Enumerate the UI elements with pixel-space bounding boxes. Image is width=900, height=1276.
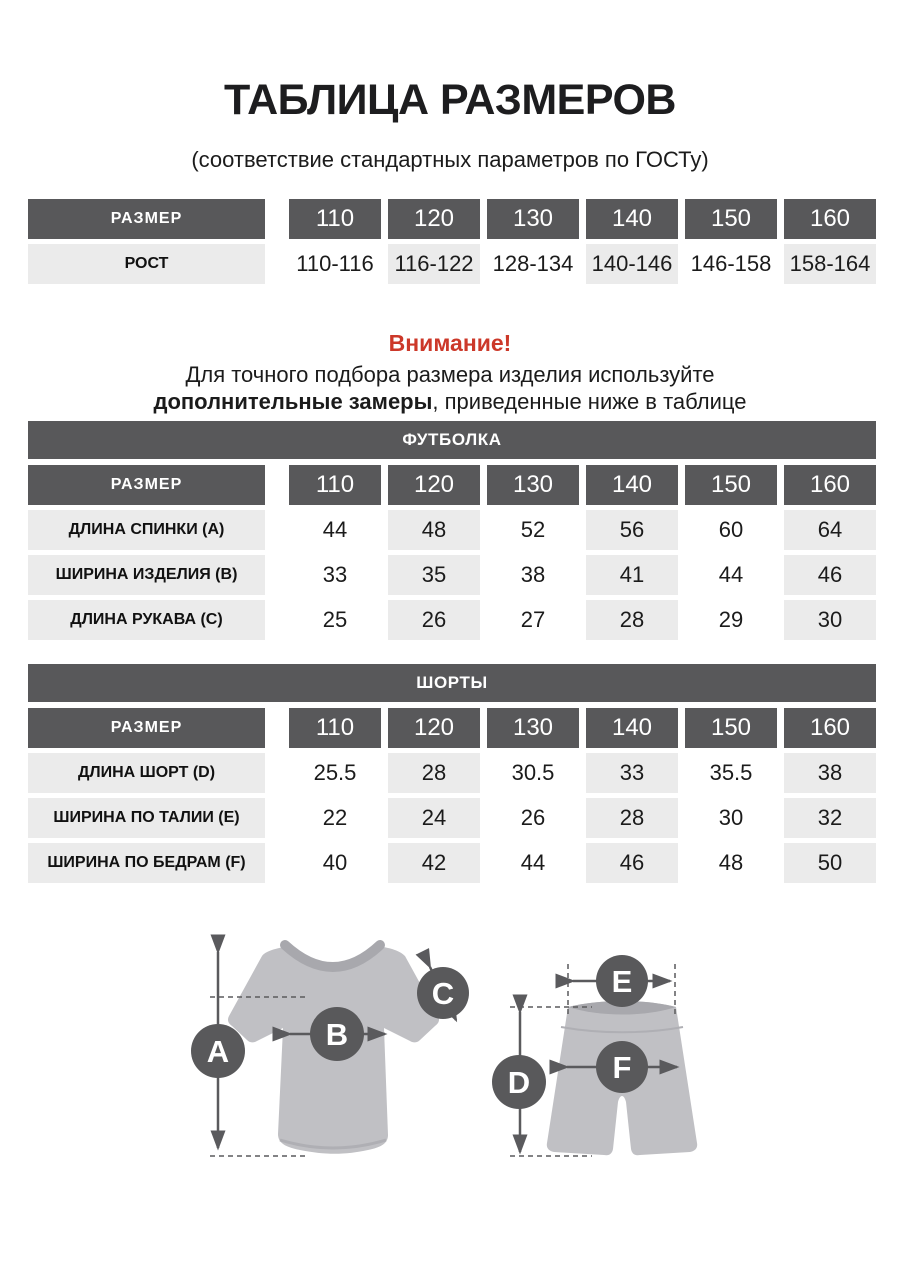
table-cell: 52 <box>520 517 546 542</box>
row-label: ДЛИНА ШОРТ (D) <box>28 753 265 793</box>
size-column-header: 130 <box>487 199 579 239</box>
table-cell: 25 <box>322 607 348 632</box>
attention-line-2 <box>0 388 900 415</box>
tshirt-table <box>28 421 876 640</box>
table-cell: 28 <box>586 798 678 838</box>
table-header-row <box>28 465 876 505</box>
table-cell: 30 <box>718 805 744 830</box>
attention-rest-text: , приведенные ниже в таблице <box>432 389 747 414</box>
size-column-header: 140 <box>586 708 678 748</box>
table-cell: 48 <box>388 510 480 550</box>
attention-title: Внимание! <box>388 330 512 356</box>
row-label: ДЛИНА РУКАВА (C) <box>28 600 265 640</box>
page-subtitle: (соответствие стандартных параметров по ГОСТу) <box>191 147 709 172</box>
row-label: ДЛИНА СПИНКИ (A) <box>28 510 265 550</box>
table-cell: 27 <box>520 607 546 632</box>
size-column-header: 140 <box>586 465 678 505</box>
table-cell: 24 <box>388 798 480 838</box>
measure-badge-f <box>596 1041 648 1093</box>
page-title: ТАБЛИЦА РАЗМЕРОВ <box>224 76 676 124</box>
size-column-header: 110 <box>289 199 381 239</box>
svg-text:F: F <box>612 1050 632 1085</box>
table-cell: 29 <box>718 607 744 632</box>
table-row-shorts-length <box>28 753 876 793</box>
measurement-diagram <box>0 919 900 1209</box>
table-cell: 44 <box>718 562 744 587</box>
table-cell: 116-122 <box>388 244 480 284</box>
row-label: ШИРИНА ИЗДЕЛИЯ (B) <box>28 555 265 595</box>
svg-text:B: B <box>325 1017 349 1052</box>
table-cell: 64 <box>784 510 876 550</box>
table-cell: 30.5 <box>511 760 555 785</box>
table-cell: 46 <box>784 555 876 595</box>
measure-badge-c <box>417 967 469 1019</box>
table-cell: 28 <box>388 753 480 793</box>
table-cell: 50 <box>784 843 876 883</box>
size-column-header: 110 <box>289 465 381 505</box>
size-column-header: 120 <box>388 708 480 748</box>
size-column-header: 120 <box>388 465 480 505</box>
size-column-header: 160 <box>784 708 876 748</box>
table-cell: 56 <box>586 510 678 550</box>
size-column-header: 160 <box>784 465 876 505</box>
attention-bold-text: дополнительные замеры <box>153 389 433 414</box>
table-cell: 33 <box>586 753 678 793</box>
table-row-sleeve-length <box>28 600 876 640</box>
measure-badge-a <box>191 1024 245 1078</box>
svg-text:E: E <box>611 964 633 999</box>
table-cell: 46 <box>586 843 678 883</box>
table-row-back-length <box>28 510 876 550</box>
table-cell: 40 <box>322 850 348 875</box>
table-cell: 26 <box>388 600 480 640</box>
table-cell: 48 <box>718 850 744 875</box>
row-label: РОСТ <box>28 244 265 284</box>
size-header-label: РАЗМЕР <box>28 199 265 239</box>
table-cell: 140-146 <box>586 244 678 284</box>
table-cell: 26 <box>520 805 546 830</box>
attention-note <box>0 330 900 415</box>
table-row-waist-width <box>28 798 876 838</box>
svg-text:D: D <box>507 1065 531 1100</box>
table-cell: 158-164 <box>784 244 876 284</box>
shorts-table <box>28 664 876 883</box>
table-cell: 110-116 <box>296 251 374 276</box>
size-column-header: 120 <box>388 199 480 239</box>
table-cell: 25.5 <box>313 760 357 785</box>
measure-badge-b <box>310 1007 364 1061</box>
size-column-header: 150 <box>685 465 777 505</box>
gost-size-table <box>28 199 876 284</box>
table-cell: 128-134 <box>492 251 574 276</box>
size-column-header: 160 <box>784 199 876 239</box>
table-row-height <box>28 244 876 284</box>
table-header-row <box>28 708 876 748</box>
svg-text:C: C <box>431 976 455 1011</box>
size-column-header: 140 <box>586 199 678 239</box>
size-header-label: РАЗМЕР <box>28 708 265 748</box>
size-column-header: 130 <box>487 708 579 748</box>
table-cell: 32 <box>784 798 876 838</box>
table-cell: 33 <box>322 562 348 587</box>
table-cell: 60 <box>718 517 744 542</box>
table-cell: 30 <box>784 600 876 640</box>
attention-line-1: Для точного подбора размера изделия используйте <box>185 362 715 387</box>
table-header-row <box>28 199 876 239</box>
size-column-header: 150 <box>685 199 777 239</box>
tshirt-banner: ФУТБОЛКА <box>28 421 876 459</box>
size-chart-page <box>0 76 900 1276</box>
table-cell: 41 <box>586 555 678 595</box>
svg-text:A: A <box>206 1034 230 1069</box>
size-column-header: 150 <box>685 708 777 748</box>
size-column-header: 110 <box>289 708 381 748</box>
table-cell: 38 <box>520 562 546 587</box>
table-row-hip-width <box>28 843 876 883</box>
table-cell: 35 <box>388 555 480 595</box>
row-label: ШИРИНА ПО БЕДРАМ (F) <box>28 843 265 883</box>
table-cell: 42 <box>388 843 480 883</box>
table-cell: 44 <box>322 517 348 542</box>
measure-badge-e <box>596 955 648 1007</box>
size-header-label: РАЗМЕР <box>28 465 265 505</box>
row-label: ШИРИНА ПО ТАЛИИ (E) <box>28 798 265 838</box>
size-column-header: 130 <box>487 465 579 505</box>
table-cell: 38 <box>784 753 876 793</box>
table-cell: 146-158 <box>690 251 772 276</box>
table-row-product-width <box>28 555 876 595</box>
table-cell: 28 <box>586 600 678 640</box>
measure-badge-d <box>492 1055 546 1109</box>
table-cell: 44 <box>520 850 546 875</box>
table-cell: 35.5 <box>709 760 753 785</box>
shorts-banner: ШОРТЫ <box>28 664 876 702</box>
table-cell: 22 <box>322 805 348 830</box>
